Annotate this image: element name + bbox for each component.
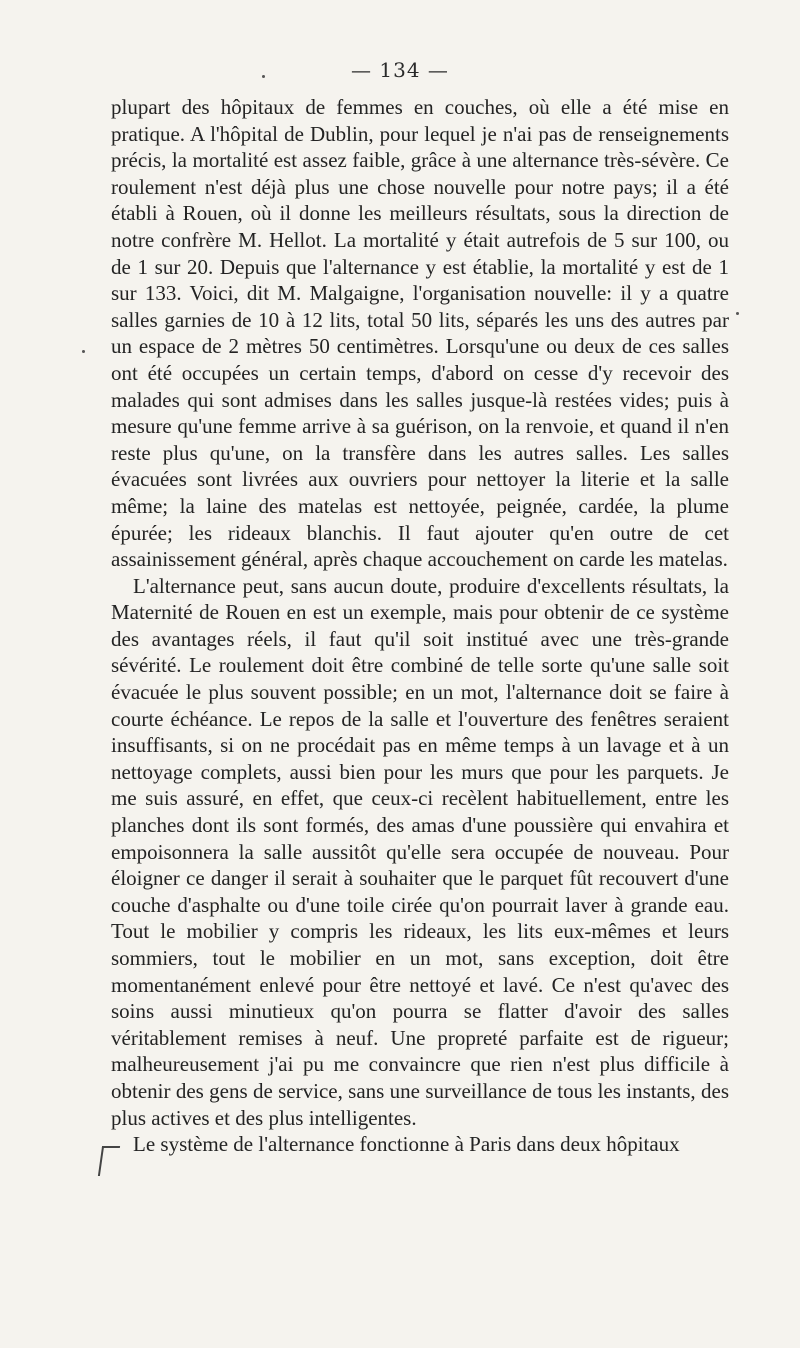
page-number: — 134 — [351, 58, 449, 82]
paper-speck [736, 312, 739, 315]
margin-bracket-mark [98, 1146, 120, 1176]
paragraph: Le système de l'alternance fonctionne à Paris dans deux hôpitaux [133, 1132, 680, 1157]
page-body [111, 94, 729, 1158]
paragraph: L'alternance peut, sans aucun doute, produire d'excellents résultats, la Maternité de Rouen en est un exemple, mais pour obtenir de ce système des avantages réels, il faut qu'il soit institué avec une très-grande sévérité. Le roulement doit être combiné de telle sorte qu'une salle soit évacuée le plus souvent possible; en un mot, l'alternance doit se faire à courte échéance. Le repos de la salle et l'ouverture des fenêtres seraient insuffisants, si on ne procédait pas en même temps à un lavage et à un nettoyage complets, aussi bien pour les murs que pour les parquets. Je me suis assuré, en effet, que ceux-ci recèlent habituellement, entre les planches dont ils sont formés, des amas d'une poussière qui envahira et empoisonnera la salle aussitôt qu'elle sera occupée de nouveau. Pour éloigner ce danger il serait à souhaiter que le parquet fût recouvert d'une couche d'asphalte ou d'une toile cirée qu'on pourrait laver à grande eau. Tout le mobilier y compris les rideaux, les lits eux-mêmes et leurs sommiers, tout le mobilier en un mot, sans exception, doit être momentanément enlevé pour être nettoyé et lavé. Ce n'est qu'avec des soins aussi minutieux qu'on pourra se flatter d'avoir des salles véritablement remises à neuf. Une propreté parfaite est de rigueur; malheureusement j'ai pu me convaincre que rien n'est plus difficile à obtenir des gens de service, sans une surveillance de tous les instants, des plus actives et des plus intelligentes. [111, 573, 729, 1130]
paragraph: plupart des hôpitaux de femmes en couches, où elle a été mise en pratique. A l'hôpital de Dublin, pour lequel je n'ai pas de renseignements précis, la mortalité est assez faible, grâce à une alternance très-sévère. Ce roulement n'est déjà plus une chose nouvelle pour notre pays; il a été établi à Rouen, où il donne les meilleurs résultats, sous la direction de notre confrère M. Hellot. La mortalité y était autrefois de 5 sur 100, ou de 1 sur 20. Depuis que l'alternance y est établie, la mortalité y est de 1 sur 133. Voici, dit M. Malgaigne, l'organisation nouvelle: il y a quatre salles garnies de 10 à 12 lits, total 50 lits, séparés les uns des autres par un espace de 2 mètres 50 centimètres. Lorsqu'une ou deux de ces salles ont été occupées un certain temps, d'abord on cesse d'y recevoir des malades qui sont admises dans les salles jusque-là restées vides; puis à mesure qu'une femme arrive à sa guérison, on la renvoie, et quand il n'en reste plus qu'une, on la transfère dans les autres salles. Les salles évacuées sont livrées aux ouvriers pour nettoyer la literie et la salle même; la laine des matelas est nettoyée, peignée, cardée, la plume épurée; les rideaux blanchis. Il faut ajouter qu'en outre de cet assainissement général, après chaque accouchement on carde les matelas. [111, 95, 729, 572]
paper-speck [82, 350, 85, 353]
